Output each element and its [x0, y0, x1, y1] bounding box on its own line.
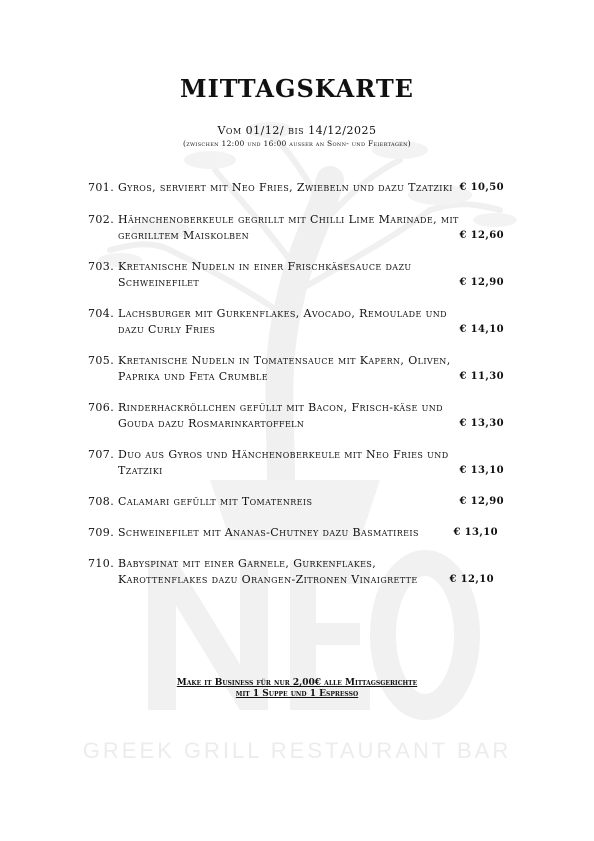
menu-item-price: € 13,10: [459, 465, 504, 476]
menu-item-price: € 13,30: [459, 418, 504, 429]
menu-item: [88, 212, 508, 244]
menu-item: [88, 259, 508, 291]
business-offer-line-2: mit 1 Suppe und 1 Espresso: [235, 689, 359, 699]
menu-item-number: 706.: [88, 401, 115, 414]
menu-item-price: € 12,90: [459, 277, 504, 288]
menu-item-description: Schweinefilet mit Ananas-Chutney dazu Basmatireis: [118, 526, 419, 539]
menu-item-number: 704.: [88, 307, 115, 320]
menu-item: [88, 494, 508, 510]
menu-item: [88, 447, 508, 479]
watermark-tagline: GREEK GRILL RESTAURANT BAR: [82, 738, 512, 763]
menu-item-number: 710.: [88, 557, 115, 570]
menu-item-price: € 13,10: [453, 527, 498, 538]
menu-item-number: 708.: [88, 495, 115, 508]
service-hours: (zwischen 12:00 und 16:00 ausser an Sonn- und Feiertagen): [182, 139, 412, 148]
page-title: MITTAGSKARTE: [180, 74, 414, 103]
menu-item-description: Gyros, serviert mit Neo Fries, Zwiebeln und dazu Tzatziki: [118, 181, 453, 194]
menu-item-price: € 12,10: [449, 574, 494, 585]
business-offer-note: [0, 678, 594, 700]
menu-item: [88, 525, 508, 541]
menu-item-description: Duo aus Gyros und Hänchenoberkeule mit Neo Fries und Tzatziki: [118, 448, 449, 477]
menu-item-price: € 10,50: [459, 182, 504, 193]
menu-item-number: 703.: [88, 260, 115, 273]
menu-item-number: 707.: [88, 448, 115, 461]
menu-item-number: 709.: [88, 526, 115, 539]
menu-item-description: Kretanische Nudeln in Tomatensauce mit Kapern, Oliven, Paprika und Feta Crumble: [118, 354, 451, 383]
menu-item: [88, 400, 508, 432]
menu-item: [88, 180, 508, 196]
menu-item-description: Rinderhackröllchen gefüllt mit Bacon, Frisch-käse und Gouda dazu Rosmarinkartoffeln: [118, 401, 443, 430]
date-range: Vom 01/12/ bis 14/12/2025: [217, 124, 377, 137]
business-offer-line-1: Make it Business für nur 2,00€ alle Mittagsgerichte: [176, 678, 418, 688]
menu-item: [88, 556, 508, 588]
menu-item-description: Hähnchenoberkeule gegrillt mit Chilli Lime Marinade, mit gegrilltem Maiskolben: [118, 213, 459, 242]
menu-item: [88, 306, 508, 338]
menu-item-price: € 12,60: [459, 230, 504, 241]
menu-item-description: Calamari gefüllt mit Tomatenreis: [118, 495, 313, 508]
menu-list: [88, 180, 508, 588]
menu-item-description: Kretanische Nudeln in einer Frischkäsesauce dazu Schweinefilet: [118, 260, 412, 289]
menu-item: [88, 353, 508, 385]
menu-item-description: Lachsburger mit Gurkenflakes, Avocado, Remoulade und dazu Curly Fries: [118, 307, 447, 336]
menu-item-price: € 14,10: [459, 324, 504, 335]
menu-item-description: Babyspinat mit einer Garnele, Gurkenflakes, Karottenflakes dazu Orangen-Zitronen Vinaigrette: [118, 557, 418, 586]
menu-item-number: 701.: [88, 181, 115, 194]
menu-item-number: 705.: [88, 354, 115, 367]
menu-item-number: 702.: [88, 213, 115, 226]
menu-item-price: € 11,30: [459, 371, 504, 382]
menu-item-price: € 12,90: [459, 496, 504, 507]
